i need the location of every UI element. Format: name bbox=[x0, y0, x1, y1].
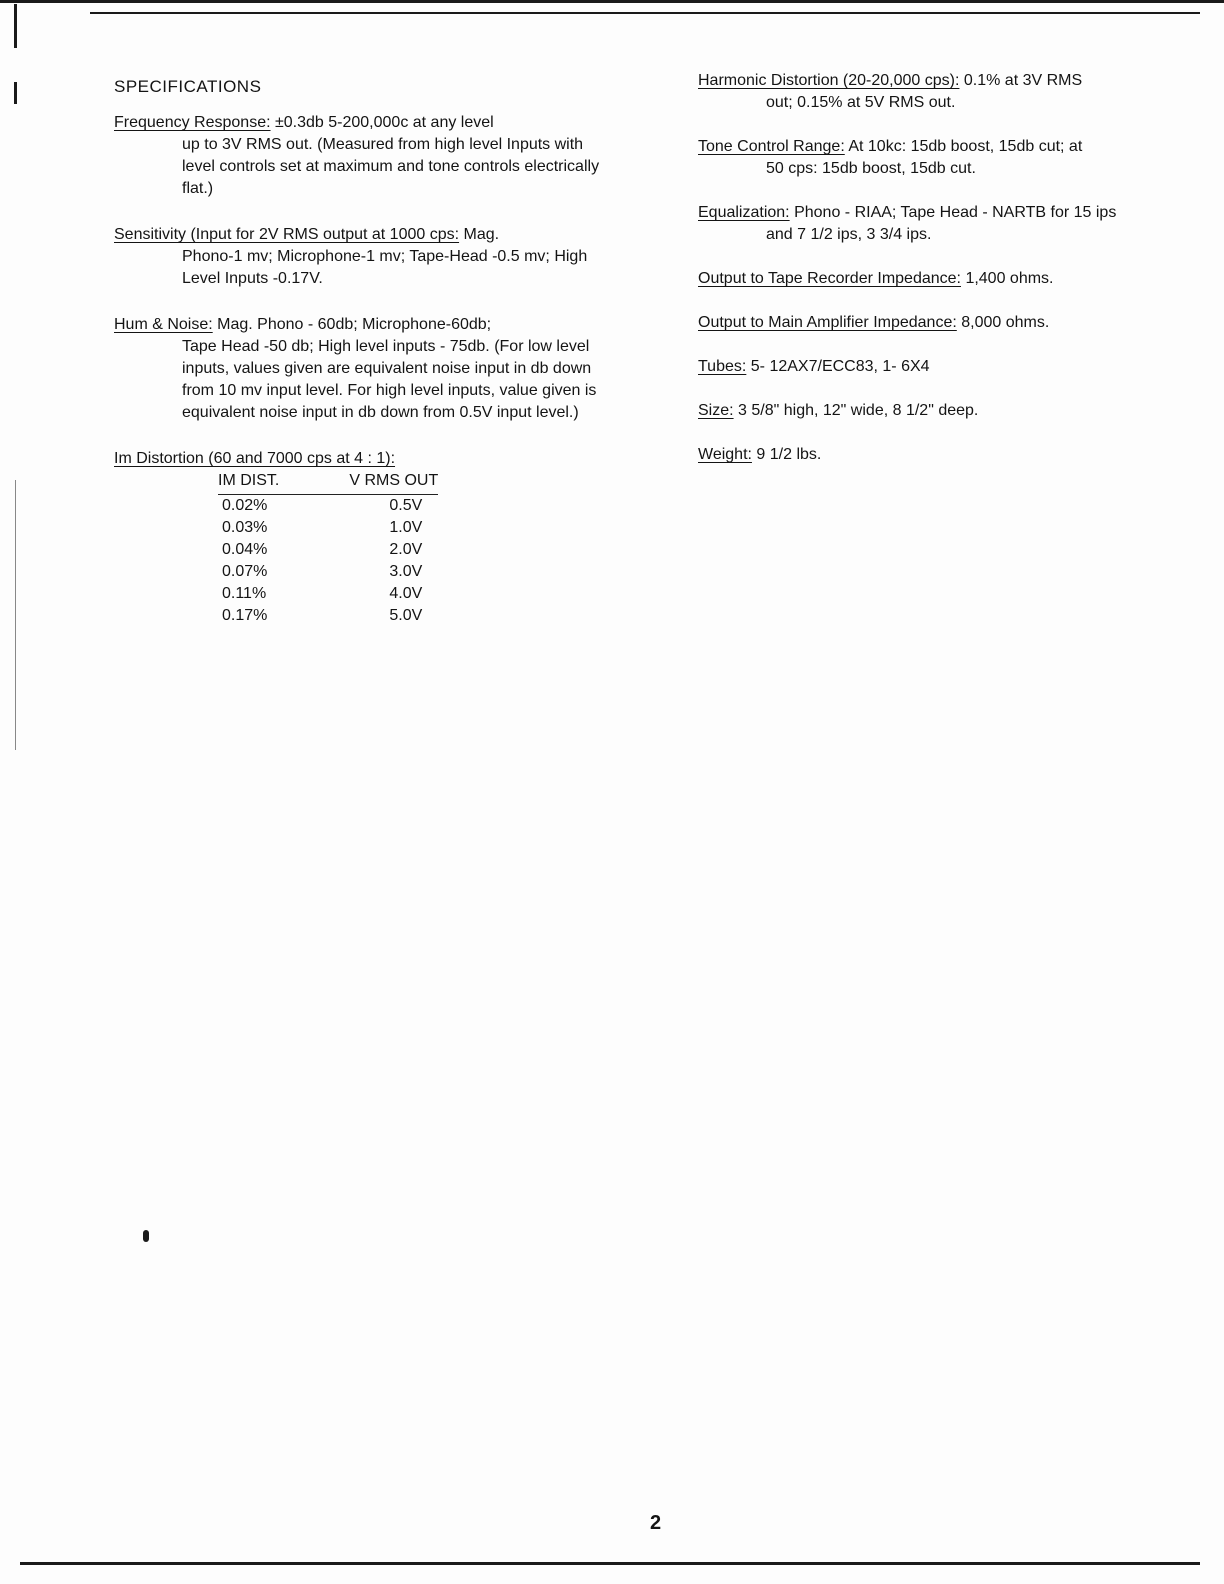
spec-label: Tubes: bbox=[698, 358, 747, 375]
spec-value: Mag. bbox=[463, 226, 500, 243]
spec-continuation: 50 cps: 15db boost, 15db cut. bbox=[766, 160, 976, 177]
v-rms-cell: 1.0V bbox=[389, 519, 423, 536]
v-rms-cell: 2.0V bbox=[389, 541, 423, 558]
spec-continuation: and 7 1/2 ips, 3 3/4 ips. bbox=[766, 226, 932, 243]
page-number: 2 bbox=[650, 1512, 662, 1534]
v-rms-cell: 3.0V bbox=[389, 563, 423, 580]
column-header-im-dist: IM DIST. bbox=[218, 470, 279, 495]
spec-value: ±0.3db 5-200,000c at any level bbox=[274, 114, 494, 131]
spec-im-distortion bbox=[114, 448, 614, 627]
spec-label: Sensitivity (Input for 2V RMS output at 1000 cps: bbox=[114, 226, 460, 243]
im-dist-cell: 0.07% bbox=[222, 563, 268, 580]
scan-bottom-rule bbox=[20, 1562, 1200, 1565]
scan-left-tick bbox=[14, 4, 17, 48]
v-rms-cell: 5.0V bbox=[389, 607, 423, 624]
spec-label: Equalization: bbox=[698, 204, 790, 221]
table-row bbox=[218, 561, 438, 583]
spec-value: 5- 12AX7/ECC83, 1- 6X4 bbox=[750, 358, 930, 375]
v-rms-cell: 4.0V bbox=[389, 585, 423, 602]
spec-output-main-amplifier bbox=[698, 312, 1198, 334]
column-header-v-rms-out: V RMS OUT bbox=[279, 470, 438, 495]
spec-label: Output to Main Amplifier Impedance: bbox=[698, 314, 957, 331]
table-row bbox=[218, 605, 438, 627]
spec-value: Phono - RIAA; Tape Head - NARTB for 15 ips bbox=[794, 204, 1117, 221]
spec-frequency-response bbox=[114, 112, 614, 200]
scan-left-line bbox=[15, 480, 16, 750]
scan-left-tick-2 bbox=[14, 82, 17, 104]
spec-label: Output to Tape Recorder Impedance: bbox=[698, 270, 961, 287]
table-row bbox=[218, 517, 438, 539]
spec-value: 0.1% at 3V RMS bbox=[963, 72, 1083, 89]
spec-value: 1,400 ohms. bbox=[965, 270, 1054, 287]
spec-harmonic-distortion bbox=[698, 70, 1198, 114]
spec-continuation: up to 3V RMS out. (Measured from high level Inputs with level controls set at maximum and tone controls electrically flat.) bbox=[182, 136, 600, 197]
spec-hum-noise bbox=[114, 314, 614, 424]
v-rms-cell: 0.5V bbox=[389, 497, 423, 514]
page-title: SPECIFICATIONS bbox=[114, 77, 262, 96]
spec-value: At 10kc: 15db boost, 15db cut; at bbox=[848, 138, 1083, 155]
im-dist-cell: 0.17% bbox=[222, 607, 268, 624]
spec-value: 9 1/2 lbs. bbox=[756, 446, 822, 463]
im-dist-cell: 0.11% bbox=[222, 585, 267, 602]
spec-value: 3 5/8" high, 12" wide, 8 1/2" deep. bbox=[738, 402, 979, 419]
im-dist-cell: 0.02% bbox=[222, 497, 268, 514]
scan-top-rule bbox=[90, 12, 1200, 14]
spec-label: Harmonic Distortion (20-20,000 cps): bbox=[698, 72, 960, 89]
table-header-row bbox=[218, 470, 438, 495]
spec-tone-control-range bbox=[698, 136, 1198, 180]
im-dist-cell: 0.03% bbox=[222, 519, 268, 536]
spec-output-tape-recorder bbox=[698, 268, 1198, 290]
spec-label: Size: bbox=[698, 402, 734, 419]
spec-size bbox=[698, 400, 1198, 422]
spec-label: Weight: bbox=[698, 446, 752, 463]
right-column bbox=[698, 70, 1198, 488]
spec-tubes bbox=[698, 356, 1198, 378]
spec-label: Frequency Response: bbox=[114, 114, 271, 131]
spec-sensitivity bbox=[114, 224, 614, 290]
spec-value: 8,000 ohms. bbox=[961, 314, 1050, 331]
spec-continuation: Tape Head -50 db; High level inputs - 75db. (For low level inputs, values given are equivalent noise input in db down from 10 mv input level. For high level inputs, value given is equivalent noise input in db down from 0.5V input level.) bbox=[182, 338, 597, 421]
spec-value: Mag. Phono - 60db; Microphone-60db; bbox=[217, 316, 492, 333]
im-distortion-title: Im Distortion (60 and 7000 cps at 4 : 1): bbox=[114, 450, 396, 467]
table-row bbox=[218, 539, 438, 561]
scan-dot bbox=[143, 1230, 149, 1242]
left-column bbox=[114, 76, 614, 651]
spec-continuation: out; 0.15% at 5V RMS out. bbox=[766, 94, 956, 111]
spec-equalization bbox=[698, 202, 1198, 246]
table-row bbox=[218, 583, 438, 605]
im-distortion-table bbox=[218, 470, 438, 627]
scan-top-edge bbox=[0, 0, 1224, 3]
spec-label: Tone Control Range: bbox=[698, 138, 845, 155]
spec-label: Hum & Noise: bbox=[114, 316, 213, 333]
table-row bbox=[218, 495, 438, 518]
im-dist-cell: 0.04% bbox=[222, 541, 268, 558]
spec-continuation: Phono-1 mv; Microphone-1 mv; Tape-Head -0.5 mv; High Level Inputs -0.17V. bbox=[182, 248, 588, 287]
spec-weight bbox=[698, 444, 1198, 466]
